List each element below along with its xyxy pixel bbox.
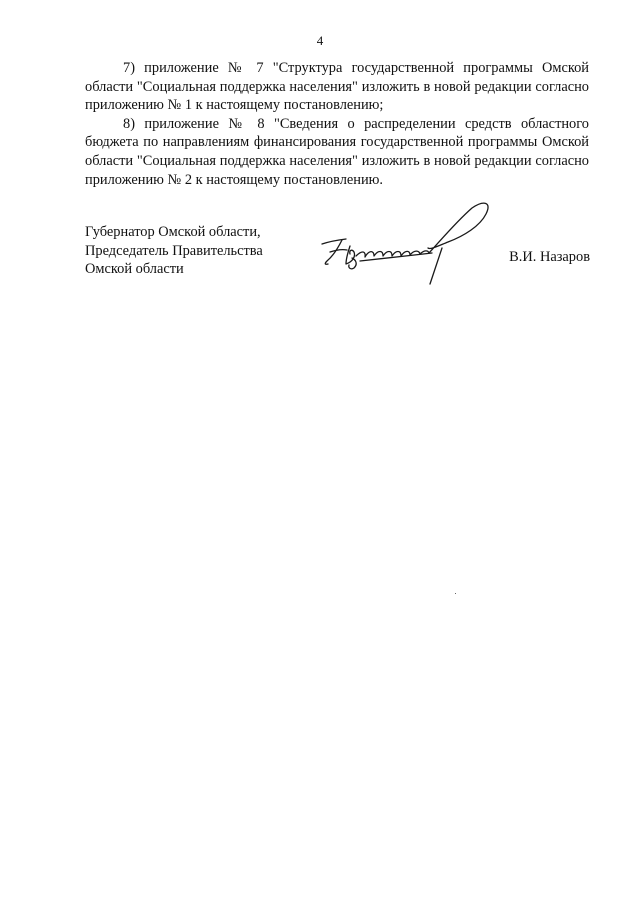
document-body [85, 59, 589, 189]
signatory-title [85, 223, 263, 279]
paragraph-item-8: 8) приложение № 8 "Сведения о распределении средств областного бюджета по направлениям финансирования государственной программы Омской области "Социальная поддержка населения" изложить в новой редакции согласно приложению № 2 к настоящему постановлению. [85, 115, 589, 188]
handwritten-signature-icon [316, 198, 496, 286]
paragraph-item-7: 7) приложение № 7 "Структура государственной программы Омской области "Социальная поддержка населения" изложить в новой редакции согласно приложению № 1 к настоящему постановлению; [85, 60, 589, 114]
signatory-title-line-2: Председатель Правительства [85, 242, 263, 259]
signatory-title-line-1: Губернатор Омской области, [85, 224, 261, 240]
page-number: 4 [316, 33, 324, 48]
signer-name: В.И. Назаров [509, 249, 590, 265]
scan-speck [455, 593, 456, 594]
signatory-title-line-3: Омской области [85, 261, 184, 278]
